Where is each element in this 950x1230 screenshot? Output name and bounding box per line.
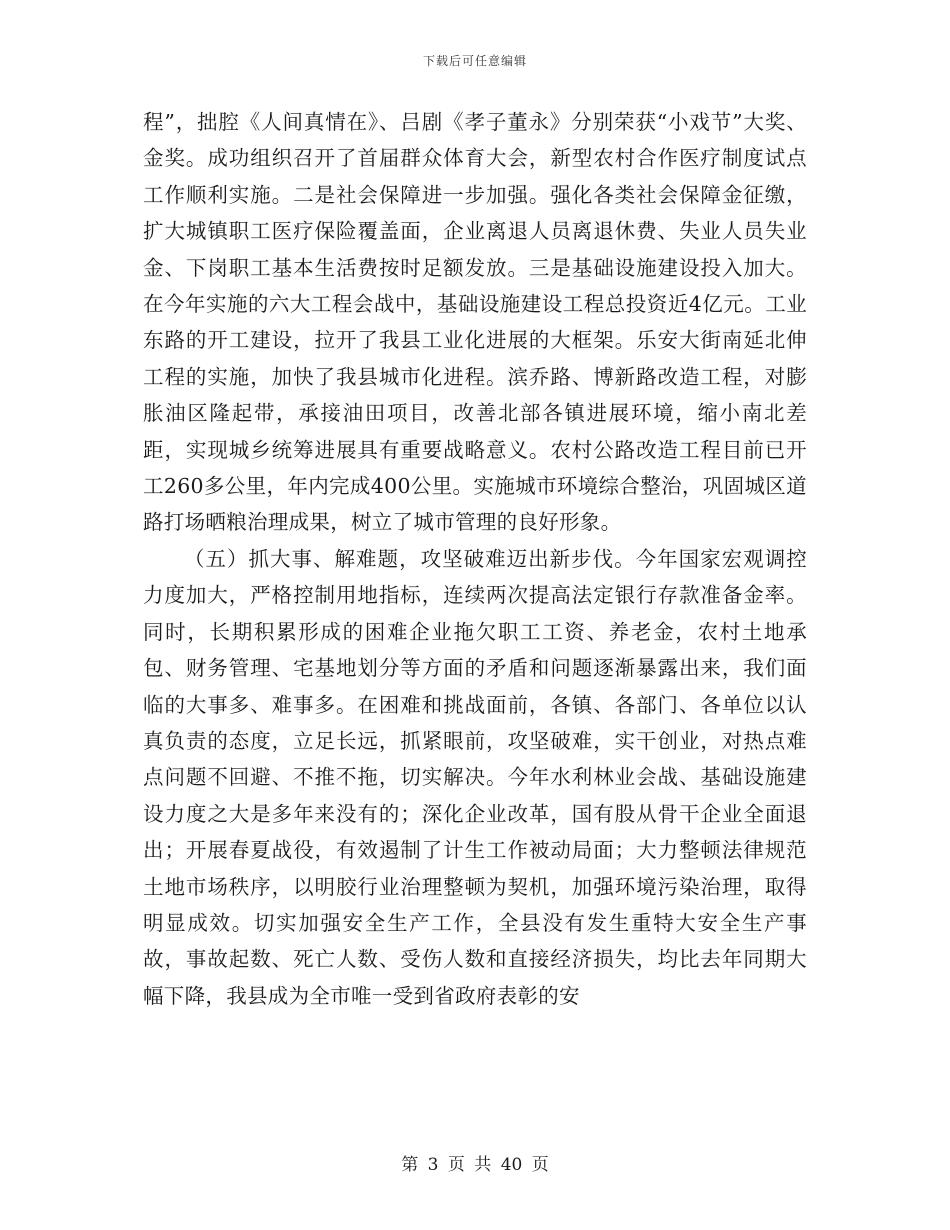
page-header: 下载后可任意编辑 (422, 54, 527, 68)
paragraph-continued: 程”，拙腔《人间真情在》、吕剧《孝子董永》分别荣获“小戏节”大奖、金奖。成功组织召开了首届群众体育大会，新型农村合作医疗制度试点工作顺利实施。二是社会保障进一步加强。强化各类社会保障金征缴，扩大城镇职工医疗保险覆盖面，企业离退人员离退休费、失业人员失业金、下岗职工基本生活费按时足额发放。三是基础设施建设投入加大。在今年实施的六大工程会战中，基础设施建设工程总投资近4亿元。工业东路的开工建设，拉开了我县工业化进展的大框架。乐安大街南延北伸工程的实施，加快了我县城市化进程。滨乔路、博新路改造工程，对膨胀油区隆起带，承接油田项目，改善北部各镇进展环境，缩小南北差距，实现城乡统筹进展具有重要战略意义。农村公路改造工程目前已开工260多公里，年内完成400公里。实施城市环境综合整治，巩固城区道路打场晒粮治理成果，树立了城市管理的良好形象。 (143, 110, 807, 535)
page-number-footer: 第 3 页 共 40 页 (401, 1155, 549, 1175)
paragraph-section-five: （五）抓大事、解难题，攻坚破难迈出新步伐。今年国家宏观调控力度加大，严格控制用地指标，连续两次提高法定银行存款准备金率。同时，长期积累形成的困难企业拖欠职工工资、养老金，农村土地承包、财务管理、宅基地划分等方面的矛盾和问题逐渐暴露出来，我们面临的大事多、难事多。在困难和挑战面前，各镇、各部门、各单位以认真负责的态度，立足长远，抓紧眼前，攻坚破难，实干创业，对热点难点问题不回避、不推不拖，切实解决。今年水利林业会战、基础设施建设力度之大是多年来没有的；深化企业改革，国有股从骨干企业全面退出；开展春夏战役，有效遏制了计生工作被动局面；大力整顿法律规范土地市场秩序，以明胶行业治理整顿为契机，加强环境污染治理，取得明显成效。切实加强安全生产工作，全县没有发生重特大安全生产事故，事故起数、死亡人数、受伤人数和直接经济损失，均比去年同期大幅下降，我县成为全市唯一受到省政府表彰的安 (143, 546, 807, 1008)
document-body (143, 104, 807, 1014)
